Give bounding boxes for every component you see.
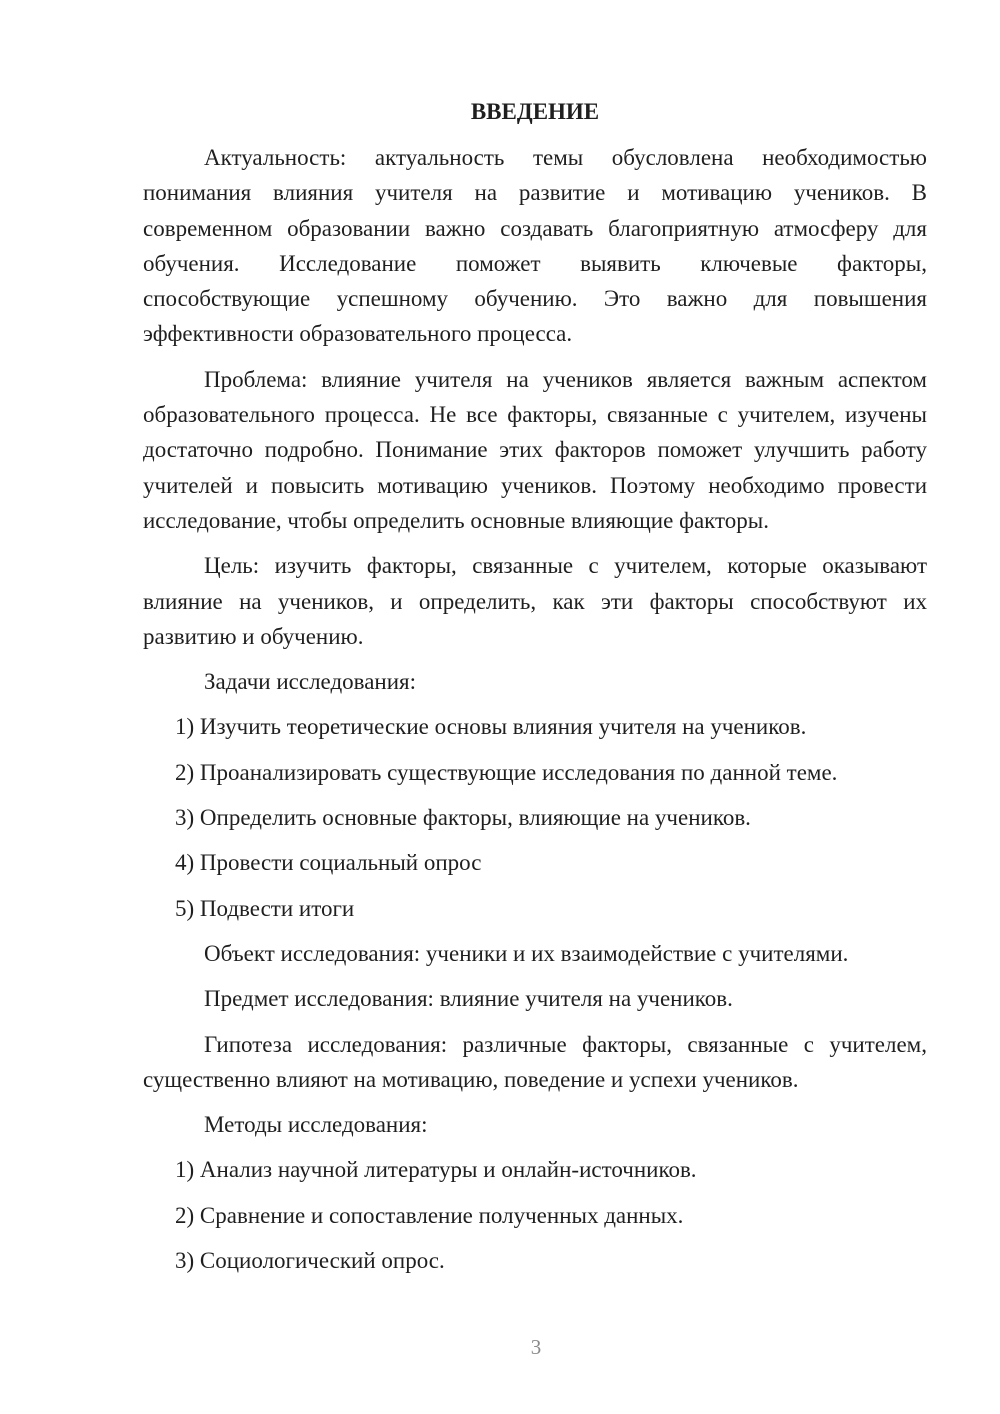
methods-heading: Методы исследования: — [204, 1112, 428, 1138]
hypothesis-paragraph: Гипотеза исследования: различные факторы, связанные с учителем, существенно влияют на мотивацию, поведение и успехи учеников. — [143, 1031, 927, 1092]
task-item: 4) Провести социальный опрос — [175, 850, 482, 876]
task-item: 3) Определить основные факторы, влияющие на учеников. — [175, 805, 751, 831]
page-number — [0, 1330, 1000, 1365]
task-item: 1) Изучить теоретические основы влияния учителя на учеников. — [175, 714, 807, 740]
method-item: 2) Сравнение и сопоставление полученных данных. — [175, 1202, 684, 1228]
tasks-heading: Задачи исследования: — [204, 669, 417, 695]
problem-paragraph: Проблема: влияние учителя на учеников является важным аспектом образовательного процесса. Не все факторы, связанные с учителем, изучены достаточно подробно. Понимание этих факторов поможет улучшить работу учителей и повысить мотивацию учеников. Поэтому необходимо провести исследование, чтобы определить основные влияющие факторы. — [143, 366, 927, 533]
page-content — [143, 94, 927, 1288]
task-item: 2) Проанализировать существующие исследования по данной теме. — [175, 759, 838, 785]
page-number-text: 3 — [530, 1335, 542, 1359]
task-item: 5) Подвести итоги — [175, 895, 355, 921]
subject-paragraph: Предмет исследования: влияние учителя на учеников. — [204, 986, 733, 1012]
section-title: ВВЕДЕНИЕ — [470, 99, 600, 124]
object-paragraph: Объект исследования: ученики и их взаимодействие с учителями. — [204, 940, 849, 966]
relevance-paragraph: Актуальность: актуальность темы обусловлена необходимостью понимания влияния учителя на развитие и мотивацию учеников. В современном образовании важно создавать благоприятную атмосферу для обучения. Исследование поможет выявить ключевые факторы, способствующие успешному обучению. Это важно для повышения эффективности образовательного процесса. — [143, 145, 927, 347]
method-item: 1) Анализ научной литературы и онлайн-источников. — [175, 1157, 697, 1183]
method-item: 3) Социологический опрос. — [175, 1248, 445, 1274]
goal-paragraph: Цель: изучить факторы, связанные с учителем, которые оказывают влияние на учеников, и определить, как эти факторы способствуют их развитию и обучению. — [143, 553, 927, 649]
